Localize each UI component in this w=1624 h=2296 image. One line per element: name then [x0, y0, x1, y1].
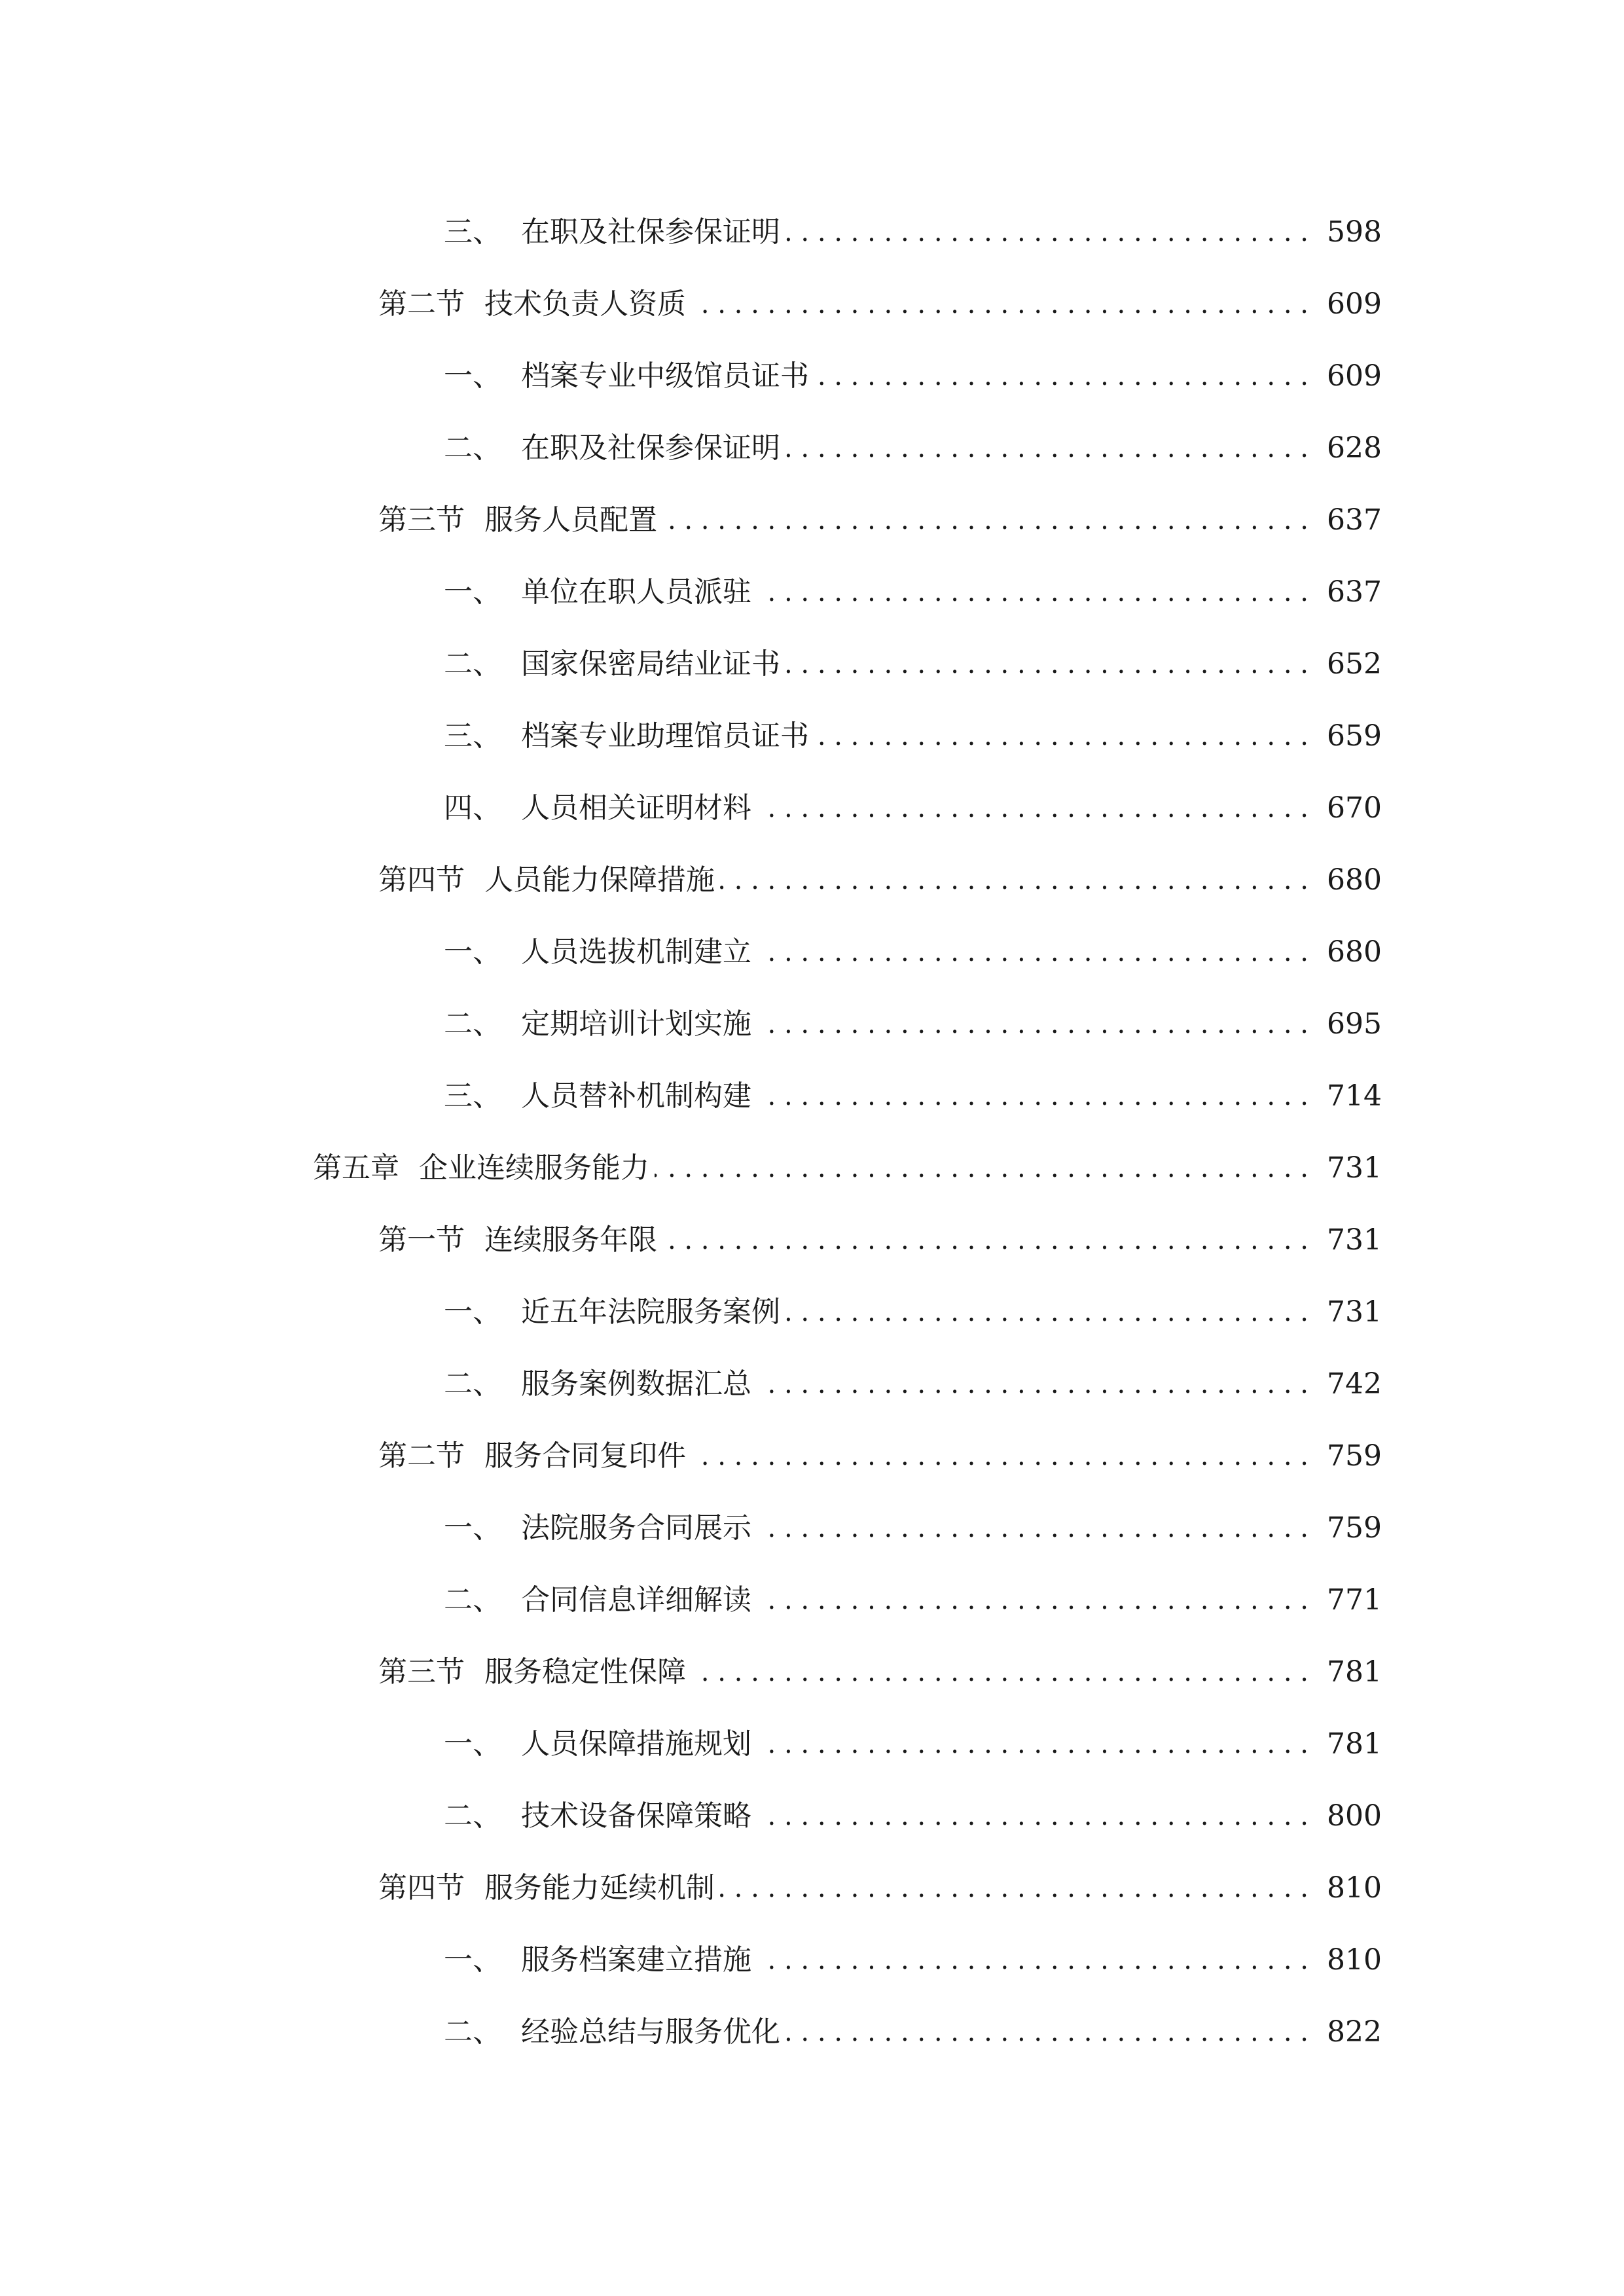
toc-entry-number: 第五章 — [313, 1151, 399, 1185]
toc-dot-leader — [757, 578, 1308, 607]
toc-dot-leader — [785, 1298, 1308, 1327]
toc-entry-label — [378, 1655, 691, 1689]
toc-entry-number: 四、 — [444, 791, 501, 825]
toc-entry-title: 服务档案建立措施 — [521, 1943, 751, 1977]
toc-page-number: 609 — [1327, 359, 1382, 393]
toc-entry-number: 第四节 — [378, 1871, 465, 1905]
toc-entry[interactable] — [0, 196, 1624, 268]
toc-entry-title: 人员相关证明材料 — [521, 791, 751, 825]
toc-page-number: 759 — [1327, 1511, 1382, 1545]
toc-entry-label — [444, 1943, 757, 1977]
toc-entry[interactable] — [0, 1132, 1624, 1204]
toc-entry-number: 第二节 — [378, 1439, 465, 1473]
toc-entry[interactable] — [0, 772, 1624, 844]
toc-entry-number: 一、 — [444, 1511, 501, 1545]
toc-page-number: 680 — [1327, 863, 1382, 897]
toc-page-number: 810 — [1327, 1943, 1382, 1977]
toc-dot-leader — [757, 794, 1308, 823]
toc-entry-number: 三、 — [444, 215, 501, 249]
toc-entry-title: 连续服务年限 — [484, 1223, 657, 1257]
toc-entry-label — [378, 287, 691, 321]
toc-entry[interactable] — [0, 988, 1624, 1060]
toc-entry-label — [444, 1295, 785, 1329]
toc-page-number: 670 — [1327, 791, 1382, 825]
toc-entry[interactable] — [0, 1996, 1624, 2068]
toc-dot-leader — [720, 866, 1308, 895]
toc-entry-number: 二、 — [444, 1367, 501, 1401]
toc-entry-number: 第二节 — [378, 287, 465, 321]
toc-dot-leader — [757, 1730, 1308, 1759]
toc-entry-label — [444, 215, 785, 249]
toc-page-number: 822 — [1327, 2015, 1382, 2049]
toc-dot-leader — [757, 1946, 1308, 1975]
toc-entry-title: 技术设备保障策略 — [521, 1799, 751, 1833]
toc-page-number: 680 — [1327, 935, 1382, 969]
toc-entry-title: 近五年法院服务案例 — [521, 1295, 780, 1329]
toc-entry-label — [444, 1007, 757, 1041]
toc-entry-title: 单位在职人员派驻 — [521, 575, 751, 609]
toc-entry-title: 法院服务合同展示 — [521, 1511, 751, 1545]
toc-entry-label — [444, 1079, 757, 1113]
toc-dot-leader — [785, 434, 1308, 463]
toc-entry[interactable] — [0, 556, 1624, 628]
toc-page-number: 810 — [1327, 1871, 1382, 1905]
toc-entry[interactable] — [0, 412, 1624, 484]
toc-entry-title: 服务案例数据汇总 — [521, 1367, 751, 1401]
toc-page-number: 731 — [1327, 1295, 1382, 1329]
toc-dot-leader — [757, 938, 1308, 967]
toc-entry-label — [444, 791, 757, 825]
toc-entry-title: 人员选拔机制建立 — [521, 935, 751, 969]
toc-entry[interactable] — [0, 268, 1624, 340]
toc-entry[interactable] — [0, 1708, 1624, 1780]
toc-entry-title: 定期培训计划实施 — [521, 1007, 751, 1041]
toc-entry-title: 国家保密局结业证书 — [521, 647, 780, 681]
toc-page-number: 609 — [1327, 287, 1382, 321]
toc-page-number: 731 — [1327, 1223, 1382, 1257]
toc-entry[interactable] — [0, 1420, 1624, 1492]
toc-dot-leader — [757, 1370, 1308, 1399]
toc-entry-number: 第三节 — [378, 503, 465, 537]
toc-entry[interactable] — [0, 700, 1624, 772]
toc-entry-label — [313, 1151, 655, 1185]
toc-entry-label — [444, 1367, 757, 1401]
toc-entry-number: 二、 — [444, 1799, 501, 1833]
toc-page-number: 759 — [1327, 1439, 1382, 1473]
toc-entry[interactable] — [0, 844, 1624, 916]
toc-entry[interactable] — [0, 1348, 1624, 1420]
toc-entry-label — [378, 1223, 662, 1257]
toc-page-number: 628 — [1327, 431, 1382, 465]
toc-entry-label — [444, 2015, 785, 2049]
toc-dot-leader — [785, 218, 1308, 247]
toc-page-number: 695 — [1327, 1007, 1382, 1041]
toc-entry-number: 一、 — [444, 1943, 501, 1977]
toc-entry-title: 在职及社保参保证明 — [521, 215, 780, 249]
toc-dot-leader — [757, 1586, 1308, 1615]
toc-dot-leader — [691, 1442, 1308, 1471]
toc-entry-title: 档案专业助理馆员证书 — [521, 719, 809, 753]
toc-dot-leader — [691, 290, 1308, 319]
toc-entry-label — [444, 719, 814, 753]
toc-dot-leader — [720, 1874, 1308, 1903]
toc-entry-number: 二、 — [444, 2015, 501, 2049]
toc-dot-leader — [814, 722, 1308, 751]
toc-entry-label — [444, 1583, 757, 1617]
toc-entry-label — [378, 503, 662, 537]
toc-page-number: 637 — [1327, 575, 1382, 609]
toc-entry-label — [444, 1727, 757, 1761]
toc-entry-title: 经验总结与服务优化 — [521, 2015, 780, 2049]
toc-entry-number: 一、 — [444, 575, 501, 609]
toc-entry-title: 服务合同复印件 — [484, 1439, 686, 1473]
toc-entry-number: 第四节 — [378, 863, 465, 897]
toc-entry-title: 服务能力延续机制 — [484, 1871, 715, 1905]
toc-entry-label — [444, 935, 757, 969]
toc-entry[interactable] — [0, 916, 1624, 988]
toc-entry[interactable] — [0, 1276, 1624, 1348]
toc-dot-leader — [662, 506, 1308, 535]
toc-entry-title: 人员保障措施规划 — [521, 1727, 751, 1761]
toc-entry-number: 三、 — [444, 1079, 501, 1113]
toc-entry-number: 三、 — [444, 719, 501, 753]
toc-entry[interactable] — [0, 1060, 1624, 1132]
toc-entry-number: 二、 — [444, 431, 501, 465]
toc-dot-leader — [757, 1514, 1308, 1543]
toc-entry-number: 第三节 — [378, 1655, 465, 1689]
toc-entry-title: 服务人员配置 — [484, 503, 657, 537]
toc-entry-title: 合同信息详细解读 — [521, 1583, 751, 1617]
toc-page-number: 659 — [1327, 719, 1382, 753]
toc-entry-title: 人员替补机制构建 — [521, 1079, 751, 1113]
toc-page-number: 781 — [1327, 1655, 1382, 1689]
toc-entry[interactable] — [0, 340, 1624, 412]
toc-entry[interactable] — [0, 484, 1624, 556]
toc-dot-leader — [757, 1802, 1308, 1831]
toc-entry-number: 第一节 — [378, 1223, 465, 1257]
toc-entry-title: 人员能力保障措施 — [484, 863, 715, 897]
toc-entry-label — [444, 1799, 757, 1833]
toc-entry-label — [444, 575, 757, 609]
toc-page-number: 731 — [1327, 1151, 1382, 1185]
toc-entry-number: 一、 — [444, 1727, 501, 1761]
toc-entry-title: 档案专业中级馆员证书 — [521, 359, 809, 393]
toc-entry[interactable] — [0, 1204, 1624, 1276]
toc-entry-number: 一、 — [444, 1295, 501, 1329]
toc-page-number: 742 — [1327, 1367, 1382, 1401]
toc-dot-leader — [785, 650, 1308, 679]
toc-entry-title: 服务稳定性保障 — [484, 1655, 686, 1689]
toc-page-number: 800 — [1327, 1799, 1382, 1833]
toc-page-number: 637 — [1327, 503, 1382, 537]
toc-dot-leader — [785, 2018, 1308, 2047]
toc-entry-title: 技术负责人资质 — [484, 287, 686, 321]
toc-entry[interactable] — [0, 1492, 1624, 1564]
toc-entry-label — [444, 359, 814, 393]
toc-dot-leader — [691, 1658, 1308, 1687]
toc-page-number: 652 — [1327, 647, 1382, 681]
toc-page-number: 771 — [1327, 1583, 1382, 1617]
toc-entry-number: 一、 — [444, 935, 501, 969]
toc-entry-number: 二、 — [444, 1007, 501, 1041]
toc-entry[interactable] — [0, 1852, 1624, 1924]
toc-entry-number: 一、 — [444, 359, 501, 393]
toc-entry[interactable] — [0, 1780, 1624, 1852]
toc-entry-title: 企业连续服务能力 — [419, 1151, 649, 1185]
toc-entry-number: 二、 — [444, 1583, 501, 1617]
toc-dot-leader — [662, 1226, 1308, 1255]
toc-entry-label — [378, 863, 720, 897]
toc-page-number: 714 — [1327, 1079, 1382, 1113]
toc-entry-label — [444, 431, 785, 465]
toc-entry[interactable] — [0, 1636, 1624, 1708]
toc-entry-number: 二、 — [444, 647, 501, 681]
toc-page-number: 598 — [1327, 215, 1382, 249]
toc-entry-title: 在职及社保参保证明 — [521, 431, 780, 465]
table-of-contents — [0, 196, 1624, 2068]
toc-entry[interactable] — [0, 628, 1624, 700]
toc-page-number: 781 — [1327, 1727, 1382, 1761]
toc-dot-leader — [757, 1082, 1308, 1111]
toc-entry-label — [444, 1511, 757, 1545]
toc-entry-label — [444, 647, 785, 681]
toc-entry[interactable] — [0, 1564, 1624, 1636]
toc-entry[interactable] — [0, 1924, 1624, 1996]
toc-dot-leader — [655, 1154, 1308, 1183]
toc-dot-leader — [814, 362, 1308, 391]
toc-entry-label — [378, 1871, 720, 1905]
toc-dot-leader — [757, 1010, 1308, 1039]
toc-entry-label — [378, 1439, 691, 1473]
